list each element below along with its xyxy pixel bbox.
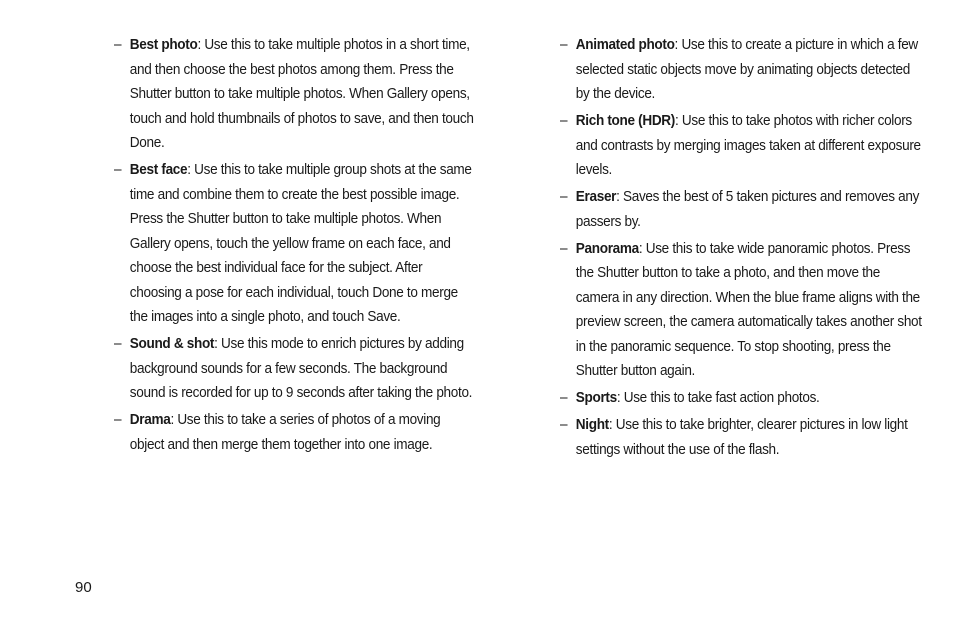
item-term: Panorama [575,240,639,257]
list-item-sports [560,386,922,411]
list-dash: – [114,412,122,428]
list-dash: – [560,113,568,129]
item-description: : Use this to create a picture in which a few selected static objects move by animating objects detected by the device. [575,37,918,102]
list-item-best-photo [114,33,476,156]
item-term: Sound & shot [129,336,215,352]
item-description: : Use this to take multiple group shots at the same time and combine them to create the best possible image. Press the Shutter button to take multiple photos. When Gallery opens, touch the yellow frame on each face, and choose the best individual face for the subject. After choosing a pose for each individual, touch Done to merge the images into a single photo, and touch Save. [129,162,472,325]
item-term: Eraser [575,189,617,205]
item-description: : Use this mode to enrich pictures by adding background sounds for a few seconds. The background sound is recorded for up to 9 seconds after taking the photo. [129,336,473,401]
item-term: Night [575,417,609,433]
list-dash: – [114,336,122,352]
list-item-sound-and-shot [114,332,476,406]
right-column [560,33,922,465]
item-term: Best photo [129,37,198,53]
item-description: : Use this to take fast action photos. [616,390,820,406]
list-dash: – [560,390,568,406]
list-item-eraser [560,185,922,234]
list-item-night [560,413,922,462]
item-description: : Use this to take multiple photos in a short time, and then choose the best photos among them. Press the Shutter button to take multiple photos. When Gallery opens, touch and hold thumbnails of photos to save, and then touch Done. [129,37,474,151]
item-description: : Use this to take a series of photos of a moving object and then merge them together into one image. [129,412,441,453]
list-item-drama [114,408,476,457]
list-dash: – [114,37,122,53]
list-item-panorama [560,237,922,384]
page-number: 90 [75,579,92,596]
item-term: Drama [129,412,171,428]
list-dash: – [560,417,568,433]
item-term: Animated photo [575,37,675,53]
item-description: : Saves the best of 5 taken pictures and removes any passers by. [575,189,920,230]
item-description: : Use this to take wide panoramic photos. Press the Shutter button to take a photo, and then move the camera in any direction. When the blue frame aligns with the preview screen, the camera automatically takes another shot in the panoramic sequence. To stop shooting, press the Shutter button again. [575,240,922,379]
list-item-animated-photo [560,33,922,107]
list-item-best-face [114,158,476,330]
left-column [114,33,474,460]
item-description: : Use this to take photos with richer colors and contrasts by merging images taken at different exposure levels. [575,113,921,178]
list-dash: – [560,37,568,53]
item-term: Sports [575,390,617,406]
list-item-rich-tone-hdr [560,109,922,183]
item-term: Best face [129,162,188,178]
list-dash: – [560,240,568,257]
item-description: : Use this to take brighter, clearer pictures in low light settings without the use of the flash. [575,417,908,458]
list-dash: – [560,189,568,205]
list-dash: – [114,162,122,178]
item-term: Rich tone (HDR) [575,113,675,129]
